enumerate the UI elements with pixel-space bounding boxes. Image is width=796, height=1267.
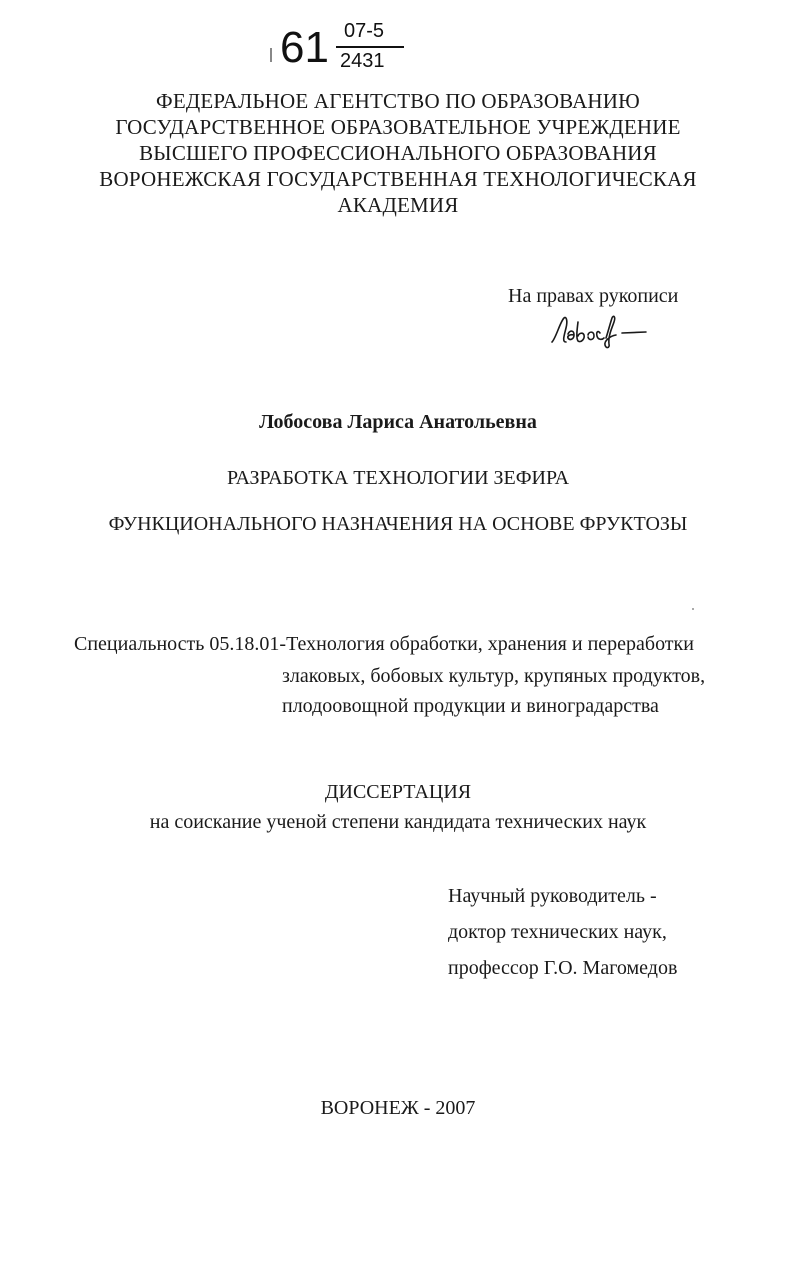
city-year: ВОРОНЕЖ - 2007 (320, 1097, 476, 1119)
stamp-tick-mark (270, 48, 272, 62)
thesis-title-line-2: ФУНКЦИОНАЛЬНОГО НАЗНАЧЕНИЯ НА ОСНОВЕ ФРУКТОЗЫ (108, 513, 688, 535)
supervisor-line-1: Научный руководитель - (448, 885, 657, 907)
stamp-main-number: 61 (280, 23, 329, 72)
supervisor-line-3: профессор Г.О. Магомедов (448, 957, 678, 979)
header-line-academy: АКАДЕМИЯ (337, 193, 459, 217)
dissertation-heading: ДИССЕРТАЦИЯ (324, 781, 472, 803)
supervisor-line-2: доктор технических наук, (448, 921, 667, 943)
thesis-title-line-1: РАЗРАБОТКА ТЕХНОЛОГИИ ЗЕФИРА (226, 467, 570, 489)
header-line-institution-type: ГОСУДАРСТВЕННОЕ ОБРАЗОВАТЕЛЬНОЕ УЧРЕЖДЕНИЕ (115, 115, 681, 139)
speck-mark (692, 608, 694, 610)
author-name: Лобосова Лариса Анатольевна (259, 411, 537, 433)
specialty-line-3: плодоовощной продукции и виноградарства (282, 695, 659, 717)
stamp-fraction-line (336, 46, 404, 48)
header-line-education-level: ВЫСШЕГО ПРОФЕССИОНАЛЬНОГО ОБРАЗОВАНИЯ (139, 141, 657, 165)
specialty-line-1: Специальность 05.18.01-Технология обработки, хранения и переработки (74, 633, 694, 655)
manuscript-rights-note: На правах рукописи (508, 285, 679, 307)
catalog-stamp (270, 18, 410, 78)
dissertation-subtitle: на соискание ученой степени кандидата технических наук (149, 811, 647, 833)
stamp-bottom-number: 2431 (340, 50, 385, 72)
stamp-top-number: 07-5 (344, 20, 385, 42)
institution-header (0, 88, 796, 218)
specialty-line-2: злаковых, бобовых культур, крупяных продуктов, (282, 665, 706, 687)
header-line-agency: ФЕДЕРАЛЬНОЕ АГЕНТСТВО ПО ОБРАЗОВАНИЮ (156, 89, 640, 113)
handwritten-signature (546, 308, 656, 352)
header-line-academy-name: ВОРОНЕЖСКАЯ ГОСУДАРСТВЕННАЯ ТЕХНОЛОГИЧЕСКАЯ (99, 167, 697, 191)
